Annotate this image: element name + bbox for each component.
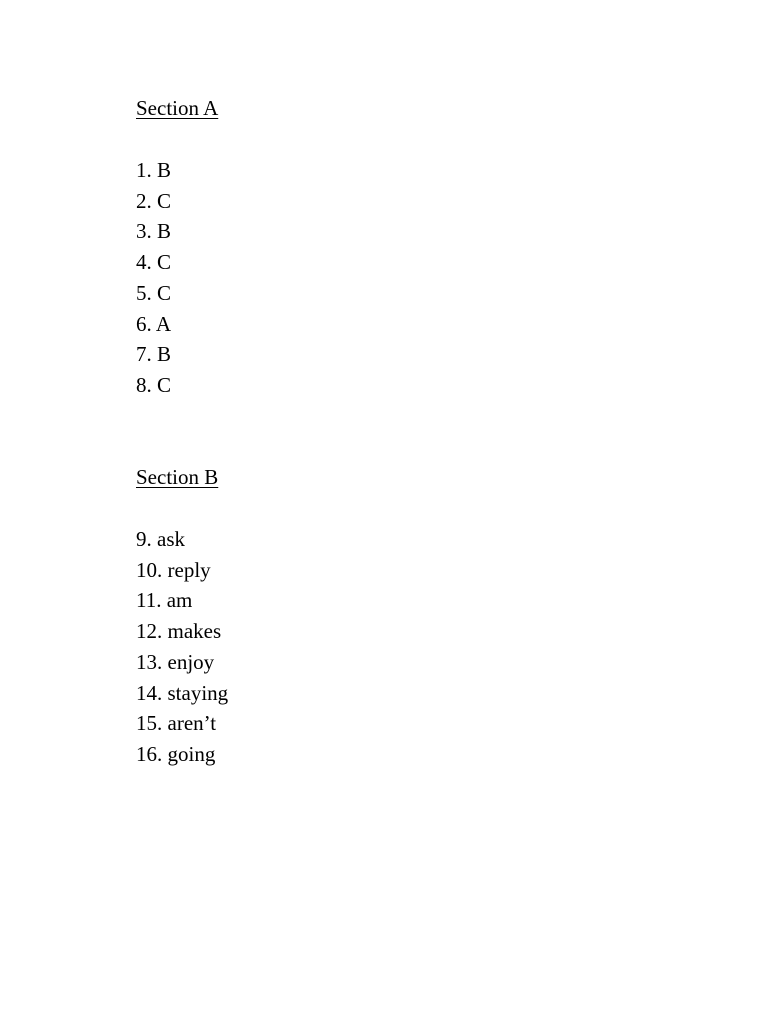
answer-item: 5. C	[136, 280, 172, 305]
answer-item: 2. C	[136, 188, 172, 213]
answer-item: 3. B	[136, 219, 172, 244]
answer-item: 13. enjoy	[136, 649, 215, 674]
section-b-heading: Section B	[136, 465, 219, 489]
answer-item: 12. makes	[136, 619, 222, 644]
section-a-heading: Section A	[136, 96, 219, 120]
answer-item: 6. A	[136, 311, 172, 336]
answer-item: 1. B	[136, 158, 172, 182]
answer-item: 14. staying	[136, 680, 229, 705]
section-b-answer-list	[136, 524, 228, 770]
answer-item: 11. am	[136, 588, 193, 613]
answer-item: 9. ask	[136, 527, 185, 551]
section-a	[136, 94, 218, 401]
answer-item: 8. C	[136, 372, 172, 397]
answer-item: 4. C	[136, 250, 172, 275]
answer-item: 7. B	[136, 342, 172, 367]
answer-item: 10. reply	[136, 557, 211, 582]
section-b	[136, 463, 228, 770]
section-a-answer-list	[136, 155, 218, 401]
answer-item: 15. aren’t	[136, 711, 217, 736]
answer-item: 16. going	[136, 741, 216, 766]
